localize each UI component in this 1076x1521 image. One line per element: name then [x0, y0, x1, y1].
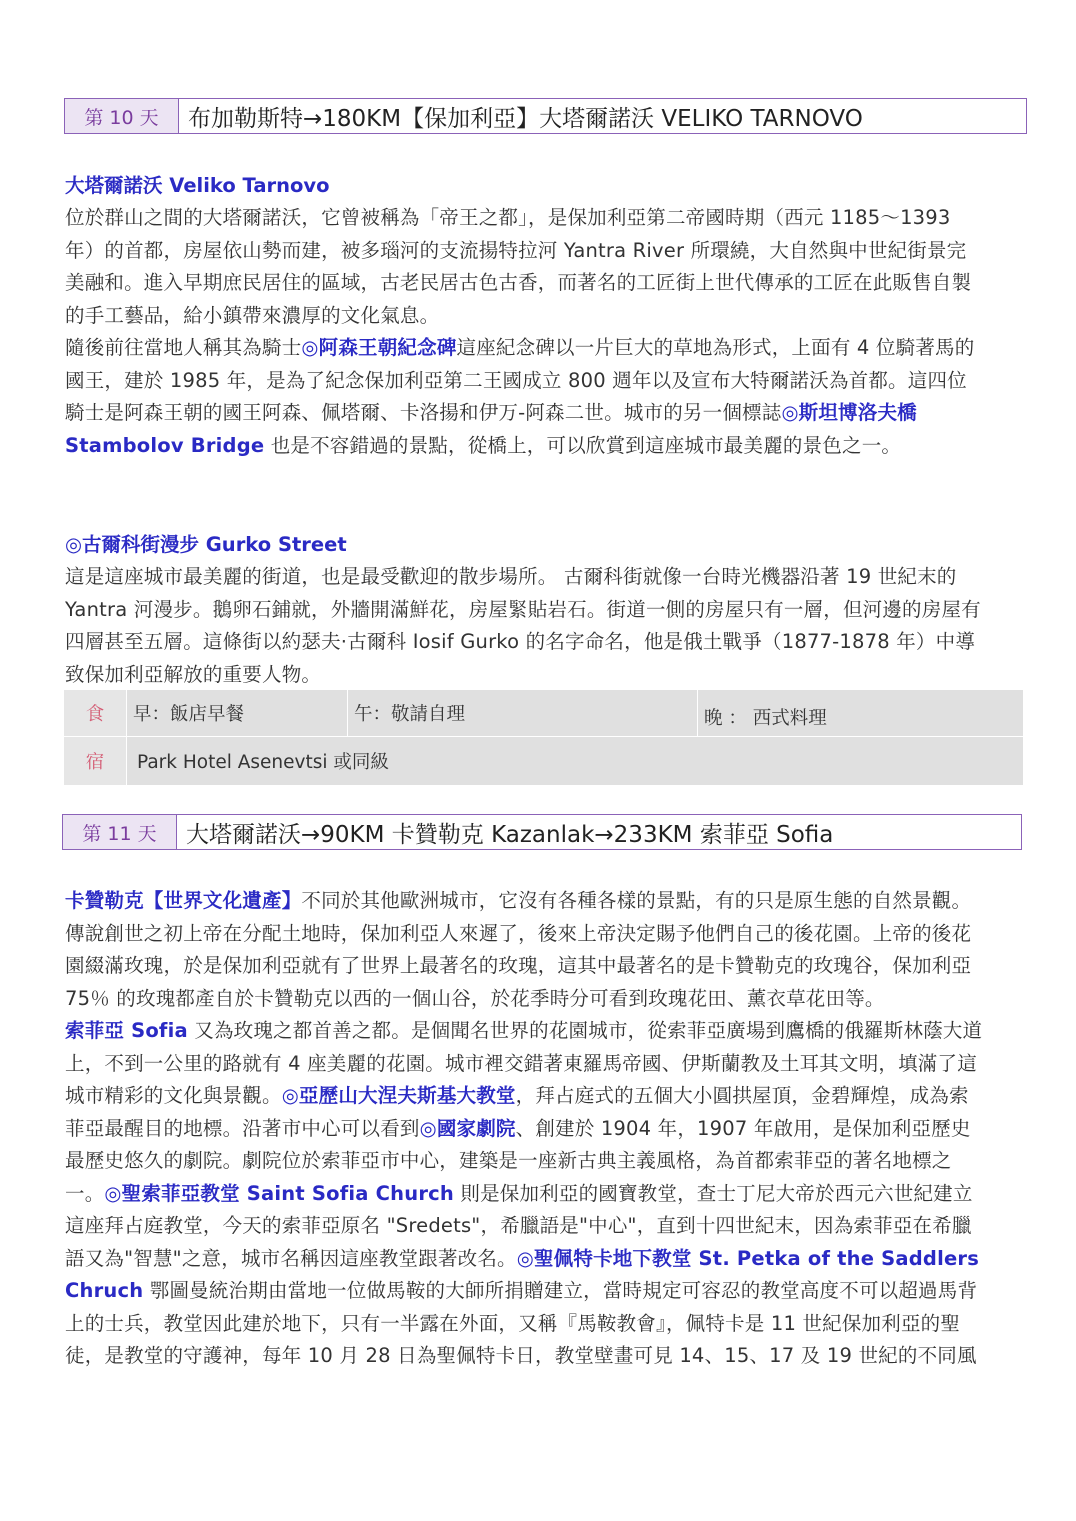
day-10-header [64, 98, 1027, 134]
lunch-cell: 午：敬請自理 [348, 690, 698, 737]
kazanlak-heading: 卡贊勒克【世界文化遺產】 [65, 889, 302, 912]
food-tag: 食 [64, 690, 127, 737]
national-theatre-link: ◎國家劇院 [419, 1116, 516, 1140]
paragraph-text: 隨後前往當地人稱其為騎士 [65, 336, 302, 359]
asen-monument-link: ◎阿森王朝紀念碑 [301, 336, 457, 359]
veliko-tarnovo-section [65, 170, 985, 462]
kazanlak-paragraph [65, 885, 985, 1015]
stay-tag: 宿 [64, 737, 127, 786]
veliko-tarnovo-paragraph-2 [65, 332, 985, 462]
paragraph-text: 則是保加利亞的國寶教堂，查士丁尼大帝於西元六世紀建立這座拜占庭教堂，今天的索菲亞原名 "Sredets"，希臘語是"中心"，直到十四世紀末，因為索菲亞在希臘語又為"智慧"之意，城市名稱因這座教堂跟著改名。 [65, 1181, 973, 1270]
sofia-paragraph [65, 1015, 985, 1373]
gurko-street-section [65, 529, 985, 691]
kazanlak-section [65, 885, 985, 1373]
meal-table [63, 689, 1024, 786]
veliko-tarnovo-paragraph-1: 位於群山之間的大塔爾諾沃，它曾被稱為「帝王之都」，是保加利亞第二帝國時期（西元 1185～1393 年）的首都，房屋依山勢而建，被多瑙河的支流揚特拉河 Yantra River 所環繞，大自然與中世紀街景完美融和。進入早期庶民居住的區域，古老民居古色古香，而著名的工匠街上世代傳承的工匠在此販售自製的手工藝品，給小鎮帶來濃厚的文化氣息。 [65, 206, 972, 327]
paragraph-text: 也是不容錯過的景點，從橋上，可以欣賞到這座城市最美麗的景色之一。 [264, 433, 902, 457]
st-petka-church-link: ◎聖佩特卡地下教堂 St. Petka of the Saddlers Chruch [65, 1246, 980, 1302]
day-11-label: 第 11 天 [63, 815, 177, 849]
gurko-street-title: ◎古爾科街漫步 Gurko Street [65, 533, 347, 556]
sofia-heading: 索菲亞 Sofia [65, 1019, 188, 1042]
day-10-title: 布加勒斯特→180KM【保加利亞】大塔爾諾沃 VELIKO TARNOVO [188, 105, 863, 132]
dinner-cell: 晚 ： 西式料理 [698, 690, 1024, 737]
day-10-label: 第 10 天 [65, 99, 179, 133]
hotel-cell: Park Hotel Asenevtsi 或同級 [127, 737, 1024, 786]
saint-sofia-church-link: ◎聖索菲亞教堂 Saint Sofia Church [104, 1181, 454, 1205]
hotel-row [64, 737, 1024, 786]
paragraph-text: 不同於其他歐洲城市，它沒有各種各樣的景點，有的只是原生態的自然景觀。傳說創世之初上帝在分配土地時，保加利亞人來遲了，後來上帝決定賜予他們自己的後花園。上帝的後花園綴滿玫瑰，於是保加利亞就有了世界上最著名的玫瑰，這其中最著名的是卡贊勒克的玫瑰谷，保加利亞 75％ 的玫瑰都產自於卡贊勒克以西的一個山谷，於花季時分可看到玫瑰花田、薰衣草花田等。 [65, 889, 972, 1010]
veliko-tarnovo-title: 大塔爾諾沃 Veliko Tarnovo [65, 174, 330, 197]
meal-row [64, 690, 1024, 737]
gurko-street-paragraph: 這是這座城市最美麗的街道，也是最受歡迎的散步場所。 古爾科街就像一台時光機器沿著 19 世紀末的 Yantra 河漫步。鵝卵石鋪就，外牆開滿鮮花，房屋緊貼岩石。街道一側的房屋只有一層，但河邊的房屋有四層甚至五層。這條街以約瑟夫·古爾科 Iosif Gurko 的名字命名，他是俄土戰爭（1877-1878 年）中導致保加利亞解放的重要人物。 [65, 565, 981, 686]
paragraph-text: 又為玫瑰之都首善之都。是個聞名世界的花園城市，從索菲亞廣場到鷹橋的俄羅斯林蔭大道上，不到一公里的路就有 4 座美麗的花園。城市裡交錯著東羅馬帝國、伊斯蘭教及土耳其文明，填滿了這城市精彩的文化與景觀。 [65, 1019, 983, 1107]
alexander-nevsky-link: ◎亞歷山大涅夫斯基大教堂 [281, 1084, 516, 1107]
paragraph-text: 鄂圖曼統治期由當地一位做馬鞍的大師所捐贈建立，當時規定可容忍的教堂高度不可以超過馬背上的士兵，教堂因此建於地下，只有一半露在外面，又稱『馬鞍教會』，佩特卡是 11 世紀保加利亞的聖徒，是教堂的守護神，每年 10 月 28 日為聖佩特卡日，教堂壁畫可見 14、15、17 及 19 世紀的不同風 [65, 1279, 978, 1367]
paragraph-text: 這座紀念碑以一片巨大的草地為形式，上面有 4 位騎著馬的國王，建於 1985 年，是為了紀念保加利亞第二王國成立 800 週年以及宣布大特爾諾沃為首都。這四位騎士是阿森王朝的國王阿森、佩塔爾、卡洛揚和伊万-阿森二世。城市的另一個標誌 [65, 336, 975, 424]
stambolov-bridge-link: ◎斯坦博洛夫橋 Stambolov Bridge [65, 401, 917, 457]
paragraph-text: 、創建於 1904 年，1907 年啟用，是保加利亞歷史最歷史悠久的劇院。劇院位於索菲亞市中心，建築是一座新古典主義風格，為首都索菲亞的著名地標之一。 [65, 1116, 971, 1205]
day-11-header [62, 814, 1022, 850]
day-11-title: 大塔爾諾沃→90KM 卡贊勒克 Kazanlak→233KM 索菲亞 Sofia [186, 821, 834, 848]
paragraph-text: ，拜占庭式的五個大小圓拱屋頂，金碧輝煌，成為索菲亞最醒目的地標。沿著市中心可以看到 [65, 1084, 969, 1140]
breakfast-cell: 早：飯店早餐 [127, 690, 348, 737]
